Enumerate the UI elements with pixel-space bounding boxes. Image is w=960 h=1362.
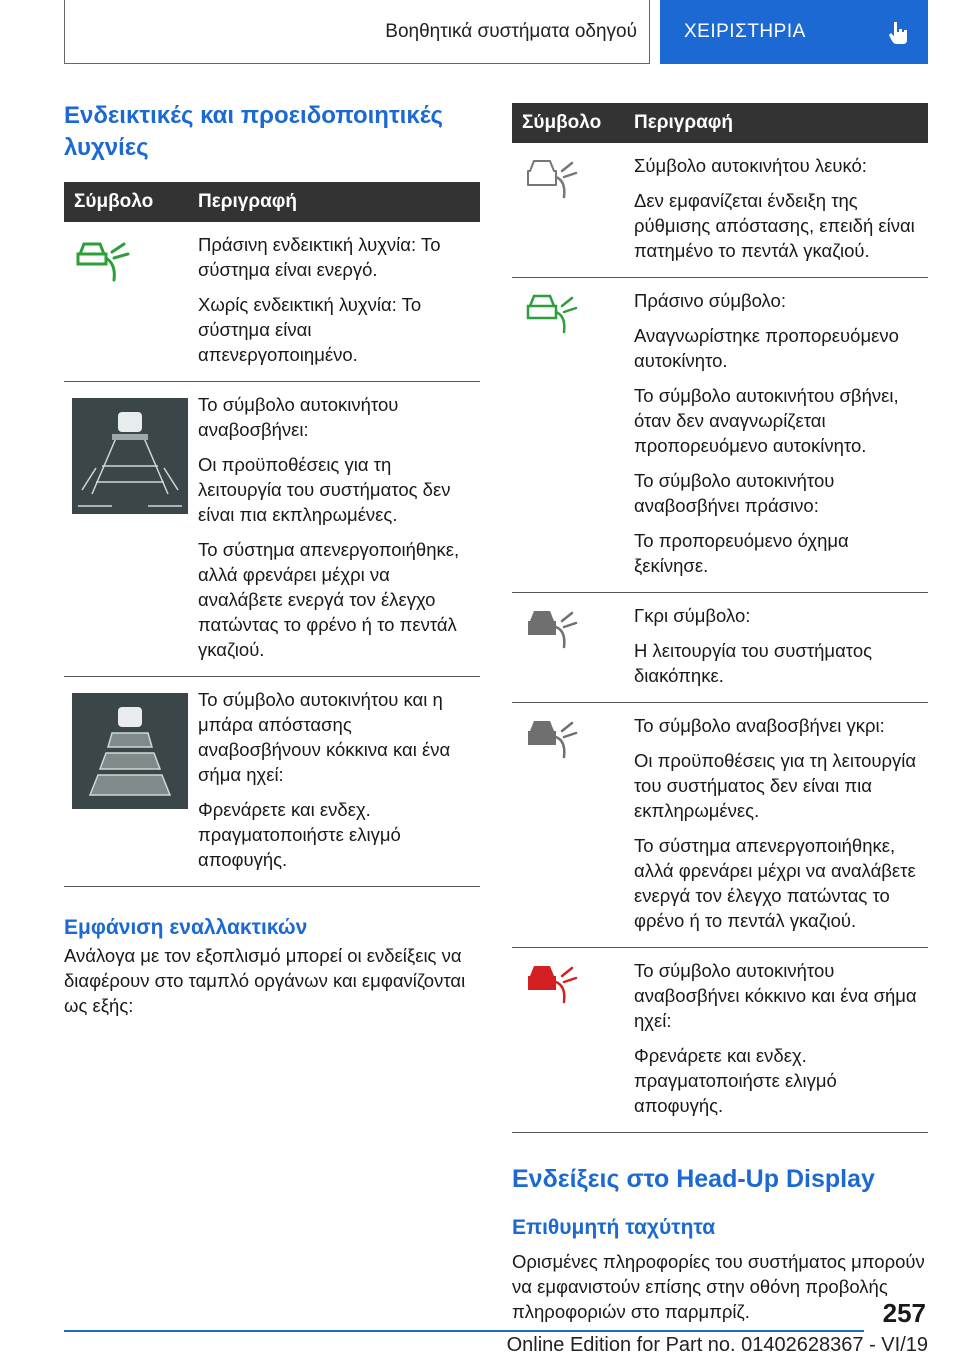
row-text: Χωρίς ενδεικτική λυχνία: Το σύστημα είναι απενεργοποιημένο. <box>198 294 422 365</box>
car-distance-red-icon <box>520 958 584 1006</box>
col-description: Περιγραφή <box>624 103 928 143</box>
hand-pointer-icon <box>886 20 912 46</box>
row-text: Το προπορευόμενο όχημα ξεκίνησε. <box>634 530 849 576</box>
col-description: Περιγραφή <box>188 182 480 222</box>
row-text: Σύμβολο αυτοκινήτου λευκό: <box>634 155 867 176</box>
row-text: Πράσινη ενδεικτική λυχνία: Το σύστημα είναι ενεργό. <box>198 234 441 280</box>
row-text: Το σύστημα απενεργοποιήθηκε, αλλά φρενάρει μέχρι να αναλάβετε ενεργά τον έλεγχο πατώντας το φρένο ή το πεντάλ γκαζιού. <box>634 835 916 931</box>
row-text: Πράσινο σύμβολο: <box>634 290 786 311</box>
table-row <box>64 222 480 382</box>
row-text: Φρενάρετε και ενδεχ. πραγματοποιήστε ελιγμό αποφυγής. <box>198 799 401 870</box>
page-number: 257 <box>882 1298 926 1328</box>
symbol-table <box>512 103 928 1133</box>
row-text: Φρενάρετε και ενδεχ. πραγματοποιήστε ελιγμό αποφυγής. <box>634 1045 837 1116</box>
row-text: Οι προϋποθέσεις για τη λειτουργία του συστήματος δεν είναι πια εκπληρωμένες. <box>634 750 917 821</box>
table-row <box>512 703 928 948</box>
chapter-title: ΧΕΙΡΙΣΤΗΡΙΑ <box>684 21 806 42</box>
car-distance-white-icon <box>520 153 584 201</box>
row-text: Το σύμβολο αυτοκινήτου σβήνει, όταν δεν αναγνωρίζεται προπορευόμενο αυτοκίνητο. <box>634 385 899 456</box>
footer-text: Online Edition for Part no. 01402628367 - VI/19 <box>506 1334 928 1356</box>
right-column <box>512 103 928 1324</box>
row-text: Δεν εμφανίζεται ένδειξη της ρύθμισης απόστασης, επειδή είναι πατημένο το πεντάλ γκαζιού. <box>634 190 915 261</box>
row-text: Το σύμβολο αυτοκινήτου αναβοσβήνει: <box>198 394 399 440</box>
table-row <box>512 948 928 1133</box>
indicator-lamps-heading: Ενδεικτικές και προειδοποιητικές λυχνίες <box>64 102 444 161</box>
lane-display-red-icon <box>72 693 188 809</box>
alt-display-text: Ανάλογα με τον εξοπλισμό μπορεί οι ενδείξεις να διαφέρουν στο ταμπλό οργάνων και εμφανίζονται ως εξής: <box>64 945 466 1016</box>
car-distance-green-icon <box>520 288 584 336</box>
car-distance-grey-icon <box>520 603 584 651</box>
row-text: Γκρι σύμβολο: <box>634 605 751 626</box>
table-row <box>512 278 928 593</box>
cruise-distance-icon <box>72 232 136 284</box>
row-text: Το σύμβολο αναβοσβήνει γκρι: <box>634 715 885 736</box>
hud-heading: Ενδείξεις στο Head-Up Display <box>512 1165 875 1193</box>
col-symbol: Σύμβολο <box>512 103 624 143</box>
row-text: Το σύμβολο αυτοκινήτου και η μπάρα απόστασης αναβοσβήνουν κόκκινα και ένα σήμα ηχεί: <box>198 689 451 785</box>
row-text: Το σύμβολο αυτοκινήτου αναβοσβήνει πράσινο: <box>634 470 835 516</box>
row-text: Η λειτουργία του συστήματος διακόπηκε. <box>634 640 873 686</box>
footer-divider <box>64 1330 864 1332</box>
desired-speed-heading: Επιθυμητή ταχύτητα <box>512 1216 716 1239</box>
col-symbol: Σύμβολο <box>64 182 188 222</box>
table-row <box>512 143 928 278</box>
row-text: Το σύμβολο αυτοκινήτου αναβοσβήνει κόκκινο και ένα σήμα ηχεί: <box>634 960 917 1031</box>
hud-section <box>512 1163 928 1324</box>
table-row <box>64 677 480 887</box>
table-row <box>64 382 480 677</box>
alt-display-heading: Εμφάνιση εναλλακτικών <box>64 916 308 939</box>
row-text: Το σύστημα απενεργοποιήθηκε, αλλά φρενάρει μέχρι να αναλάβετε ενεργά τον έλεγχο πατώντας το φρένο ή το πεντάλ γκαζιού. <box>198 539 460 660</box>
row-text: Οι προϋποθέσεις για τη λειτουργία του συστήματος δεν είναι πια εκπληρωμένες. <box>198 454 451 525</box>
desired-speed-text: Ορισμένες πληροφορίες του συστήματος μπορούν να εμφανιστούν επίσης στην οθόνη προβολής πληροφοριών στο παρμπρίζ. <box>512 1251 925 1322</box>
chapter-tab[interactable] <box>660 0 928 64</box>
lane-display-icon <box>72 398 188 514</box>
car-distance-grey-icon <box>520 713 584 761</box>
alt-display-section <box>64 913 480 1018</box>
indicator-table <box>64 182 480 887</box>
left-column <box>64 100 480 1018</box>
row-text: Αναγνωρίστηκε προπορευόμενο αυτοκίνητο. <box>634 325 899 371</box>
section-title: Βοηθητικά συστήματα οδηγού <box>64 0 650 64</box>
table-row <box>512 593 928 703</box>
page-header <box>64 0 928 64</box>
